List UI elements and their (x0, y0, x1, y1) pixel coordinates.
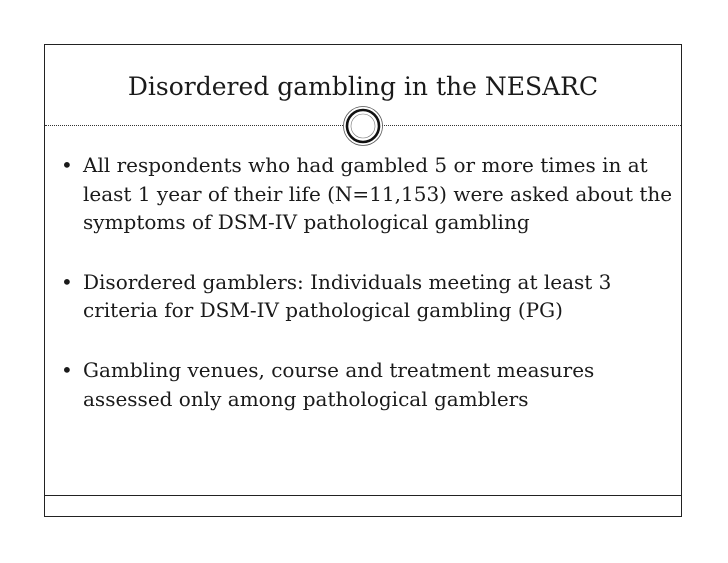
slide-title: Disordered gambling in the NESARC (127, 72, 599, 101)
list-item (45, 356, 681, 413)
slide-frame (44, 44, 682, 517)
list-item (45, 151, 681, 237)
bullet-text: All respondents who had gambled 5 or more times in at least 1 year of their life (N=11,153) were asked about the symptoms of DSM-IV pathological gambling (83, 153, 673, 235)
footer-divider (45, 495, 681, 496)
circle-ornament-icon (342, 105, 384, 147)
list-item (45, 268, 681, 325)
bullet-text: Disordered gamblers: Individuals meeting at least 3 criteria for DSM-IV pathological gambling (PG) (83, 269, 612, 323)
bullet-marker: • (61, 153, 73, 177)
bullet-list (45, 151, 681, 444)
bullet-marker: • (61, 357, 73, 382)
bullet-marker: • (61, 269, 73, 294)
bullet-text: Gambling venues, course and treatment measures assessed only among pathological gamblers (83, 357, 595, 411)
